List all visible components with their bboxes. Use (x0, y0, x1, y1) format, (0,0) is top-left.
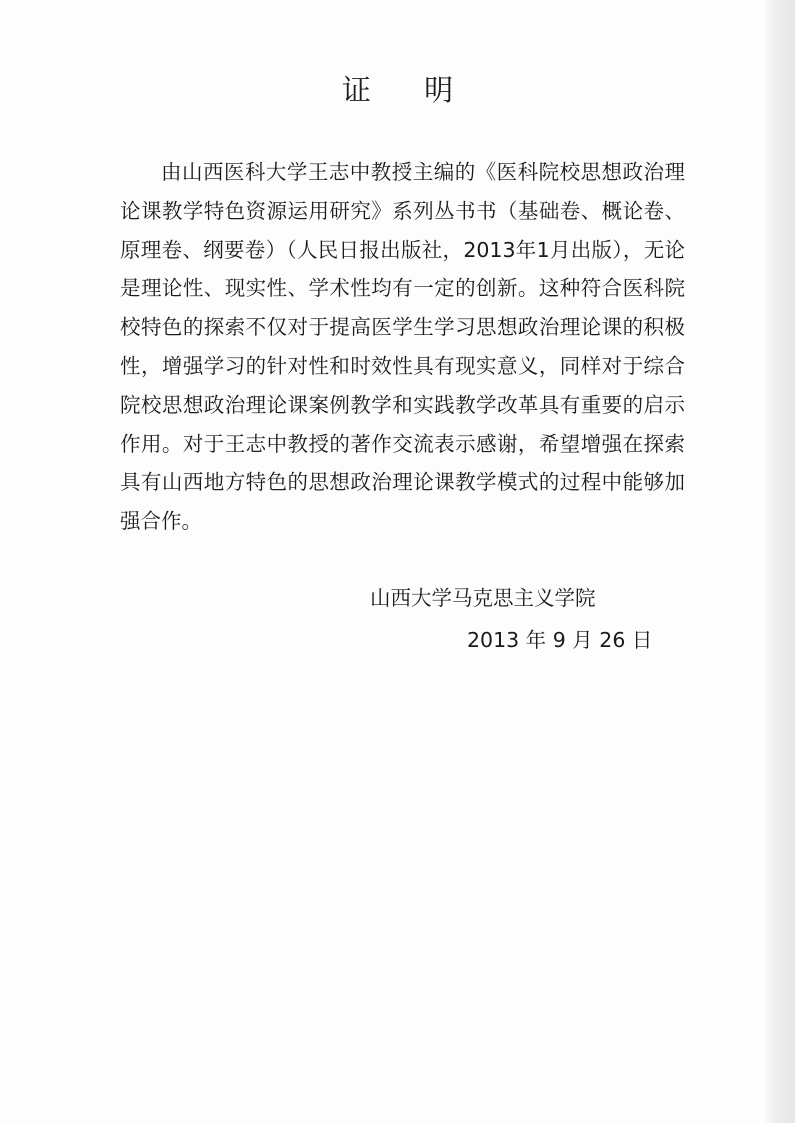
scan-edge-shadow (765, 0, 795, 1123)
body-paragraph: 由山西医科大学王志中教授主编的《医科院校思想政治理论课教学特色资源运用研究》系列丛书书（基础卷、概论卷、原理卷、纲要卷）（人民日报出版社，2013年1月出版），无论是理论性、现实性、学术性均有一定的创新。这种符合医科院校特色的探索不仅对于提高医学生学习思想政治理论课的积极性，增强学习的针对性和时效性具有现实意义，同样对于综合院校思想政治理论课案例教学和实践教学改革具有重要的启示作用。对于王志中教授的著作交流表示感谢，希望增强在探索具有山西地方特色的思想政治理论课教学模式的过程中能够加强合作。 (120, 160, 685, 534)
document-title: 证 明 (341, 73, 476, 107)
signer-organization: 山西大学马克思主义学院 (370, 586, 596, 610)
signature-date: 2013 年 9 月 26 日 (467, 628, 653, 652)
